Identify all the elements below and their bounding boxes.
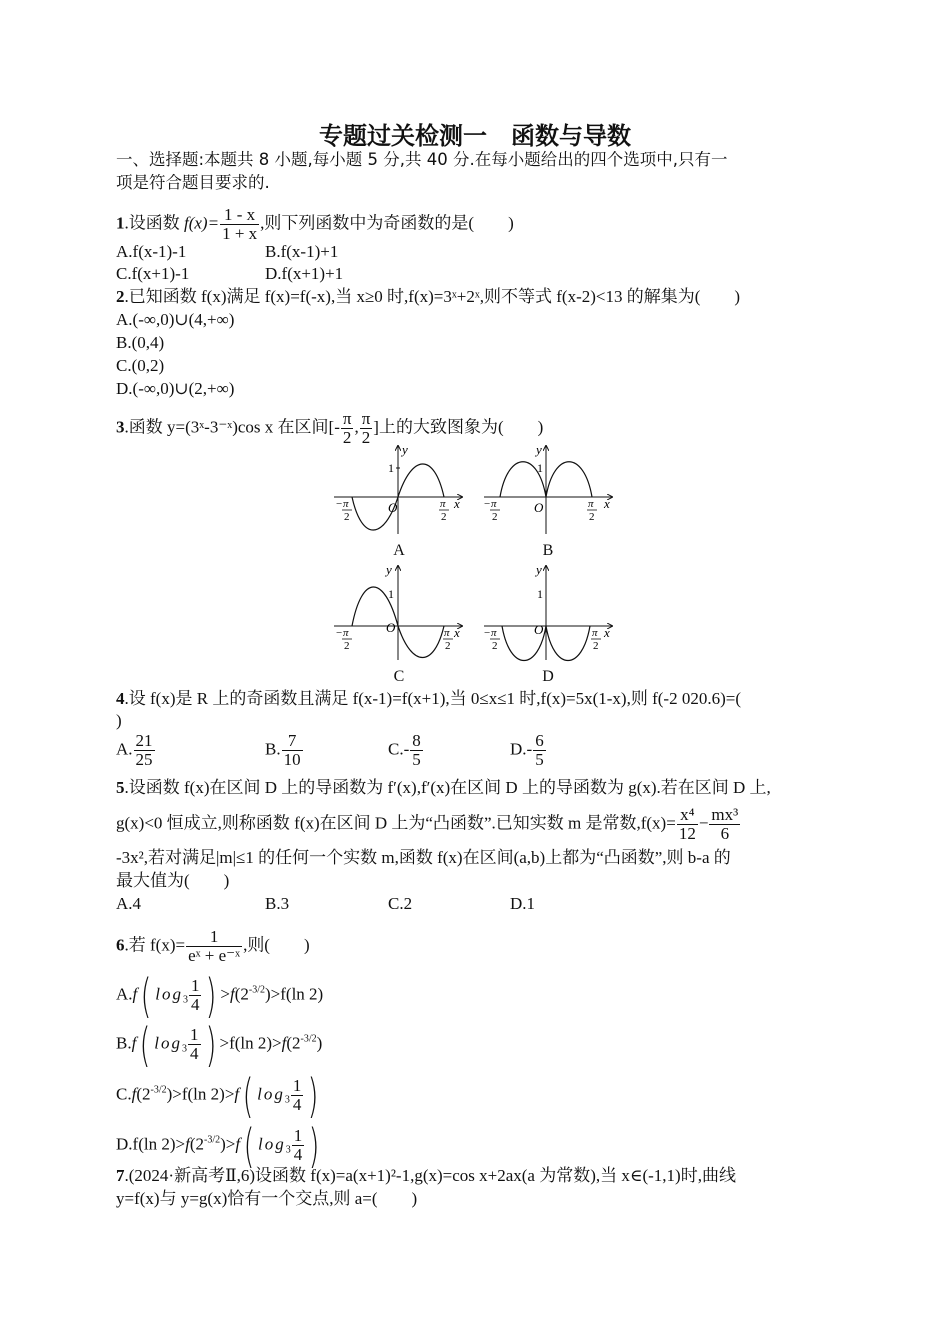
question-text: ]上的大致图象为( ) xyxy=(373,417,544,437)
log-symbol: log xyxy=(258,1134,286,1154)
fraction xyxy=(292,1127,305,1164)
denominator: 4 xyxy=(292,1095,302,1114)
numerator: π xyxy=(342,409,352,428)
denominator: 10 xyxy=(283,750,301,769)
tick-label: 2 xyxy=(492,511,498,523)
question-number: 3 xyxy=(116,417,125,437)
fraction xyxy=(677,806,698,843)
q5-option-a: A.4 xyxy=(116,894,142,913)
denominator: 25 xyxy=(135,750,153,769)
power-base: 2 xyxy=(195,1134,204,1154)
q6-option-b: B.f( $\log_3$ $\frac{1}{4}$ ) >f(ln $2)>f(2^{-3/2})$ xyxy=(116,1017,323,1072)
tick-label: − xyxy=(336,498,343,510)
denominator: 4 xyxy=(293,1145,303,1164)
exponent: -3/2 xyxy=(204,1134,221,1146)
tick-label: − xyxy=(336,627,343,639)
tick-label: 2 xyxy=(589,511,595,523)
q1-option-b: B.f(x-1)+1 xyxy=(265,242,339,261)
numerator: 1 xyxy=(190,1025,199,1044)
option-label: B. xyxy=(116,1033,132,1053)
fraction xyxy=(533,732,546,769)
ln-term: f(ln 2) xyxy=(132,1134,176,1154)
log-symbol: log xyxy=(257,1084,285,1104)
q2-option-d: D.(-∞,0)∪(2,+∞) xyxy=(116,379,235,398)
power-base: 2 xyxy=(292,1033,301,1053)
question-text: .设 f(x)是 R 上的奇函数且满足 f(x-1)=f(x+1),当 0≤x≤1 时,f(x)=5x(1-x),则 f(-2 020.6)=( xyxy=(124,689,741,708)
question-text: ,则( ) xyxy=(243,935,310,955)
tick-label: π xyxy=(343,498,349,510)
denominator: 12 xyxy=(678,824,696,843)
tick-label: 2 xyxy=(441,511,447,523)
option-label: D. xyxy=(116,1134,133,1154)
tick-label: π xyxy=(588,498,594,510)
q2-option-a: A.(-∞,0)∪(4,+∞) xyxy=(116,310,235,329)
question-number: 2 xyxy=(116,287,125,306)
graph-label-a: A xyxy=(393,542,405,559)
graph-d xyxy=(480,560,620,665)
q4-option-d xyxy=(510,732,547,769)
question-number: 5 xyxy=(116,778,125,797)
fraction xyxy=(709,806,740,843)
numerator: 1 xyxy=(292,1076,302,1095)
question-6 xyxy=(116,928,310,965)
fraction xyxy=(282,732,303,769)
question-text: g(x)<0 恒成立,则称函数 f(x)在区间 D 上为“凸函数”.已知实数 m 是常数,f(x)= xyxy=(116,813,676,833)
option-label: D.- xyxy=(510,739,533,759)
tick-label: 1 xyxy=(388,587,394,601)
q6-option-d: D.f(ln $2)>f(2^{-3/2})>f$( $\log_3$ $\frac{1}{4}$ ) xyxy=(116,1118,320,1173)
x-axis-label: x xyxy=(604,625,610,640)
fraction xyxy=(291,1077,304,1114)
exponent: -3/2 xyxy=(300,1033,317,1045)
denominator: 1 + x xyxy=(222,224,258,243)
denominator: 4 xyxy=(190,995,200,1014)
question-text: .已知函数 f(x)满足 f(x)=f(-x),当 x≥0 时,f(x)=3ˣ+2ˣ,则不等式 f(x-2)<13 的解集为( ) xyxy=(124,287,741,306)
function-label: f(x)= xyxy=(184,213,220,233)
option-label: B. xyxy=(265,739,281,759)
q5-option-b: B.3 xyxy=(265,894,290,913)
q5-option-d: D.1 xyxy=(510,894,536,913)
question-4-close: ) xyxy=(116,711,122,730)
ln-term: f(ln 2) xyxy=(229,1033,273,1053)
q2-option-c: C.(0,2) xyxy=(116,356,165,375)
question-text: .若 f(x)= xyxy=(124,935,186,955)
fraction xyxy=(186,928,242,965)
tick-label: π xyxy=(592,627,598,639)
fraction xyxy=(189,977,202,1014)
question-text: .设函数 xyxy=(124,213,184,233)
ln-term: f(ln 2) xyxy=(181,1084,225,1104)
graph-c xyxy=(330,560,470,665)
question-3: 3.函数 y=(3ˣ-3⁻ˣ)cos x 在区间[- $\frac{\pi}{2}$ , $\frac{\pi}{2}$ ]上的大致图象为( ) xyxy=(116,409,544,447)
tick-label: 2 xyxy=(492,640,498,652)
tick-label: 2 xyxy=(344,640,350,652)
fraction xyxy=(220,206,259,243)
tick-label: − xyxy=(484,498,491,510)
question-text: ,则下列函数中为奇函数的是( ) xyxy=(260,213,514,233)
q1-option-d: D.f(x+1)+1 xyxy=(265,264,344,283)
q1-option-a: A.f(x-1)-1 xyxy=(116,242,187,261)
numerator: 1 xyxy=(186,928,242,947)
q6-option-c: $C.f(2^{-3/2})>f(\ln$ 2)>f( $\log_3$ $\frac{1}{4}$ ) xyxy=(116,1068,319,1123)
q4-option-c xyxy=(388,732,424,769)
question-number: 4 xyxy=(116,689,125,708)
numerator: 1 xyxy=(190,976,200,995)
tick-label: π xyxy=(491,627,497,639)
x-axis-label: x xyxy=(604,496,610,511)
fraction xyxy=(188,1026,201,1063)
numerator: 21 xyxy=(135,731,153,750)
log-base: 3 xyxy=(285,1144,291,1156)
q1-option-c: C.f(x+1)-1 xyxy=(116,264,190,283)
exponent: -3/2 xyxy=(248,984,266,996)
graph-label-c: C xyxy=(393,668,405,685)
question-5-line2 xyxy=(116,806,741,843)
x-axis-label: x xyxy=(454,496,460,511)
question-2 xyxy=(116,286,740,308)
question-7-line1 xyxy=(116,1165,736,1187)
question-text: .函数 y=(3ˣ-3⁻ˣ)cos x 在区间[- xyxy=(124,417,340,437)
tick-label: π xyxy=(491,498,497,510)
question-5-line1 xyxy=(116,777,771,799)
option-label: C.- xyxy=(388,739,410,759)
exponent: -3/2 xyxy=(150,1084,167,1096)
tick-label: 2 xyxy=(445,640,451,652)
x-axis-label: x xyxy=(454,625,460,640)
question-number: 1 xyxy=(116,213,125,233)
section-heading-line2: 项是符合题目要求的. xyxy=(116,173,270,192)
origin-label: O xyxy=(386,620,396,635)
power-base: 2 xyxy=(142,1084,151,1104)
graph-label-d: D xyxy=(542,668,554,685)
origin-label: O xyxy=(388,500,398,515)
tick-label: 1 xyxy=(537,461,543,475)
origin-label: O xyxy=(534,500,544,515)
question-number: 6 xyxy=(116,935,125,955)
graph-b xyxy=(480,440,620,540)
tick-label: 2 xyxy=(593,640,599,652)
option-label: C. xyxy=(116,1084,132,1104)
log-base: 3 xyxy=(182,1043,188,1055)
tick-label: π xyxy=(440,498,446,510)
numerator: 1 xyxy=(293,1126,303,1145)
denominator: 2 xyxy=(342,428,352,447)
graph-label-b: B xyxy=(542,542,554,559)
log-symbol: log xyxy=(155,984,183,1004)
power-base: 2 xyxy=(240,984,249,1004)
page-title: 专题过关检测一 函数与导数 xyxy=(319,122,631,150)
graph-a xyxy=(330,440,470,540)
ln-term: f(ln 2) xyxy=(280,984,324,1004)
tick-label: 1 xyxy=(537,587,543,601)
log-base: 3 xyxy=(284,1094,290,1106)
denominator: 5 xyxy=(412,750,421,769)
question-5-line3: -3x²,若对满足|m|≤1 的任何一个实数 m,函数 f(x)在区间(a,b)上都为“凸函数”,则 b-a 的 xyxy=(116,848,731,867)
fraction xyxy=(134,732,155,769)
question-4 xyxy=(116,688,741,710)
question-text: .(2024·新高考Ⅱ,6)设函数 f(x)=a(x+1)²-1,g(x)=cos x+2ax(a 为常数),当 x∈(-1,1)时,曲线 xyxy=(124,1166,736,1185)
question-number: 7 xyxy=(116,1166,125,1185)
origin-label: O xyxy=(534,622,544,637)
option-label: A. xyxy=(116,739,133,759)
question-1 xyxy=(116,206,514,243)
q2-option-b: B.(0,4) xyxy=(116,333,165,352)
numerator: 8 xyxy=(412,731,421,750)
denominator: 2 xyxy=(361,428,371,447)
numerator: 6 xyxy=(535,731,544,750)
numerator: π xyxy=(361,409,371,428)
tick-label: 2 xyxy=(344,511,350,523)
q4-option-a xyxy=(116,732,156,769)
denominator: eˣ + e⁻ˣ xyxy=(188,946,241,965)
section-heading-line1: 一、选择题:本题共 8 小题,每小题 5 分,共 40 分.在每小题给出的四个选项中,只有一 xyxy=(116,150,728,169)
numerator: mx³ xyxy=(711,805,739,824)
denominator: 4 xyxy=(190,1044,199,1063)
denominator: 6 xyxy=(720,824,730,843)
log-symbol: log xyxy=(154,1033,183,1053)
q6-option-a: A.f( $\log_3$ $\frac{1}{4}$ ) $>f(2^{-3/2})>f(\ln$ 2) xyxy=(116,968,324,1023)
y-axis-label: y xyxy=(536,442,542,457)
q4-option-b xyxy=(265,732,304,769)
tick-label: 1 xyxy=(388,461,394,475)
y-axis-label: y xyxy=(536,562,542,577)
log-base: 3 xyxy=(182,994,188,1006)
minus-sign: − xyxy=(698,813,709,833)
question-7-line2: y=f(x)与 y=g(x)恰有一个交点,则 a=( ) xyxy=(116,1189,418,1208)
fraction xyxy=(410,732,423,769)
tick-label: − xyxy=(484,627,491,639)
y-axis-label: y xyxy=(386,562,392,577)
tick-label: π xyxy=(343,627,349,639)
numerator: 1 - x xyxy=(220,206,259,225)
question-text: .设函数 f(x)在区间 D 上的导函数为 f′(x),f′(x)在区间 D 上的导函数为 g(x).若在区间 D 上, xyxy=(124,778,771,797)
numerator: 7 xyxy=(282,732,303,751)
denominator: 5 xyxy=(535,750,544,769)
tick-label: π xyxy=(444,627,450,639)
q5-option-c: C.2 xyxy=(388,894,413,913)
numerator: x⁴ xyxy=(677,806,698,825)
y-axis-label: y xyxy=(402,442,408,457)
option-label: A. xyxy=(116,984,133,1004)
question-5-line4: 最大值为( ) xyxy=(116,871,230,890)
